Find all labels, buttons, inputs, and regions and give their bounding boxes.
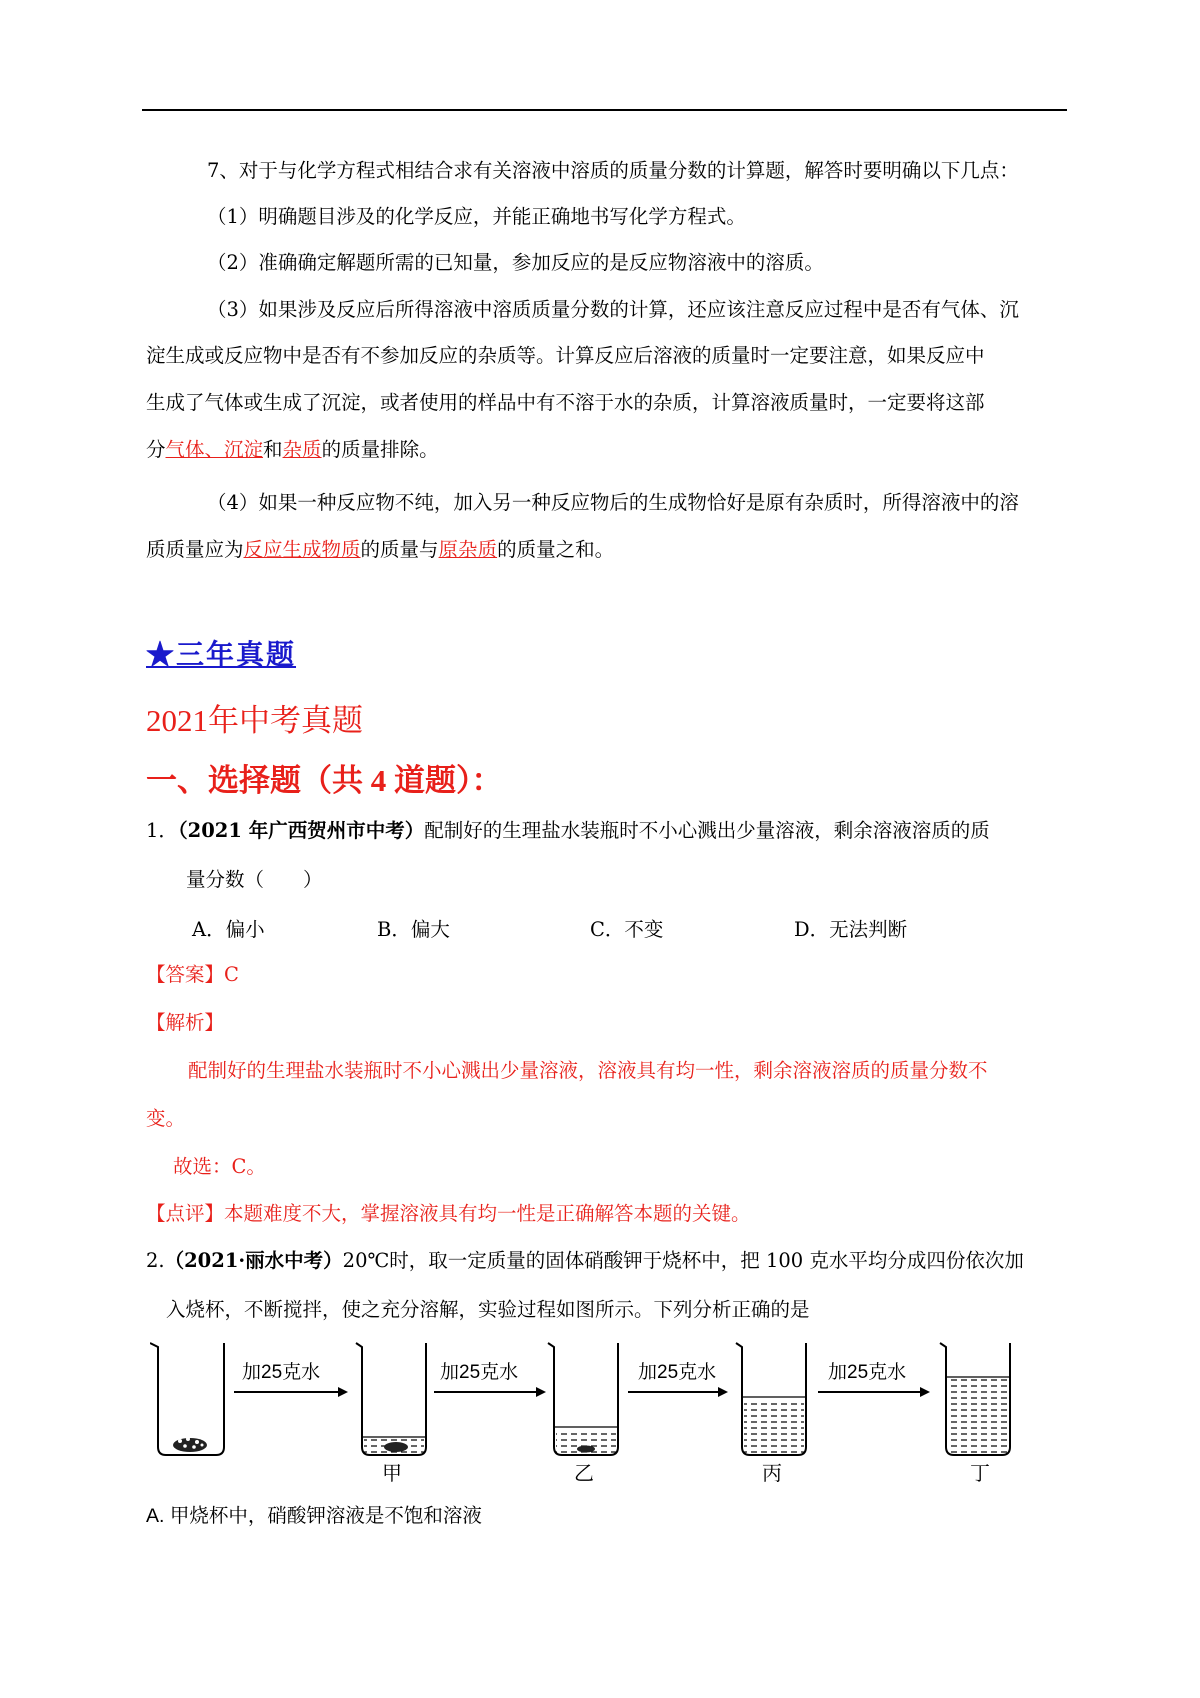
arrow-label: 加25克水 [242, 1362, 321, 1383]
q1-option-d: D．无法判断 [794, 918, 908, 941]
arrow-label: 加25克水 [440, 1362, 519, 1383]
comment-text: 本题难度不大，掌握溶液具有均一性是正确解答本题的关键。 [224, 1202, 751, 1225]
q1-option-c: C．不变 [590, 918, 664, 941]
beaker-jia [356, 1343, 426, 1485]
text: 的质量排除。 [321, 438, 439, 461]
q2-stem-line1 [146, 1248, 1024, 1274]
section-heading-three-years: ★三年真题 [146, 638, 297, 671]
q1-analysis-line2: 变。 [146, 1107, 186, 1130]
answer-label: 【答案】 [146, 963, 225, 986]
point7-item4-line2 [146, 537, 614, 563]
beaker-label: 丁 [970, 1463, 990, 1485]
q1-choice: 故选：C。 [173, 1155, 266, 1178]
beaker-label: 丙 [762, 1463, 782, 1485]
q1-option-a: A．偏小 [192, 918, 265, 941]
q1-answer [146, 962, 239, 988]
arrow-add-water [628, 1361, 728, 1397]
q1-analysis-label: 【解析】 [146, 1011, 225, 1034]
arrow-add-water [234, 1361, 348, 1397]
arrow-add-water [434, 1361, 546, 1397]
arrow-label: 加25克水 [828, 1362, 907, 1383]
answer-value: C [224, 963, 239, 986]
point7-item3-line3: 生成了气体或生成了沉淀，或者使用的样品中有不溶于水的杂质，计算溶液质量时，一定要将这部 [146, 391, 985, 414]
q1-stem-line1 [146, 818, 990, 844]
comment-label: 【点评】 [146, 1202, 225, 1225]
text: 和 [263, 438, 283, 461]
q1-analysis-line1: 配制好的生理盐水装瓶时不小心溅出少量溶液，溶液具有均一性，剩余溶液溶质的质量分数不 [188, 1059, 988, 1082]
question-number: 2. [146, 1249, 165, 1272]
q2-option-a: A. 甲烧杯中，硝酸钾溶液是不饱和溶液 [146, 1505, 482, 1527]
text: 质质量应为 [146, 538, 244, 561]
beaker-ding [940, 1343, 1010, 1485]
point7-intro: 7、对于与化学方程式相结合求有关溶液中溶质的质量分数的计算题，解答时要明确以下几点： [207, 159, 1019, 182]
header-rule [142, 109, 1067, 111]
point7-item3-line1: （3）如果涉及反应后所得溶液中溶质质量分数的计算，还应该注意反应过程中是否有气体、沉 [207, 298, 1019, 321]
beaker-experiment-figure [150, 1335, 1020, 1485]
text: 的质量与 [360, 538, 439, 561]
arrow-add-water [818, 1361, 930, 1397]
year-heading: 2021年中考真题 [146, 703, 363, 738]
beaker-bing [736, 1343, 806, 1485]
key-term: 气体、沉淀 [165, 438, 264, 461]
point7-item2: （2）准确确定解题所需的已知量，参加反应的是反应物溶液中的溶质。 [207, 251, 824, 274]
solid-crystals [173, 1437, 207, 1452]
beaker-initial [150, 1343, 224, 1455]
question-text: 配制好的生理盐水装瓶时不小心溅出少量溶液，剩余溶液溶质的质 [424, 819, 990, 842]
arrow-label: 加25克水 [638, 1362, 717, 1383]
key-term: 杂质 [282, 438, 322, 461]
key-term: 原杂质 [438, 538, 498, 561]
q1-stem-line2: 量分数（ ） [186, 868, 323, 891]
point7-item3-line4 [146, 437, 439, 463]
beaker-label: 甲 [382, 1463, 402, 1485]
text: 的质量之和。 [497, 538, 615, 561]
q1-comment [146, 1201, 751, 1227]
point7-item4-line1: （4）如果一种反应物不纯，加入另一种反应物后的生成物恰好是原有杂质时，所得溶液中的溶 [207, 491, 1019, 514]
beaker-label: 乙 [574, 1463, 594, 1485]
key-term: 反应生成物质 [243, 538, 361, 561]
beaker-yi [548, 1343, 618, 1485]
text: 分 [146, 438, 166, 461]
question-number: 1． [146, 819, 178, 842]
part-heading: 一、选择题（共 4 道题）： [146, 763, 503, 798]
question-source: （2021 年广西贺州市中考） [177, 819, 425, 842]
point7-item3-line2: 淀生成或反应物中是否有不参加反应的杂质等。计算反应后溶液的质量时一定要注意，如果反应中 [146, 344, 985, 367]
point7-item1: （1）明确题目涉及的化学反应，并能正确地书写化学方程式。 [207, 205, 746, 228]
question-source: （2021·丽水中考） [164, 1249, 343, 1272]
question-text: 20℃时，取一定质量的固体硝酸钾于烧杯中，把 100 克水平均分成四份依次加 [342, 1249, 1024, 1272]
q1-option-b: B．偏大 [377, 918, 450, 941]
q2-stem-line2: 入烧杯，不断搅拌，使之充分溶解，实验过程如图所示。下列分析正确的是 [166, 1298, 810, 1321]
